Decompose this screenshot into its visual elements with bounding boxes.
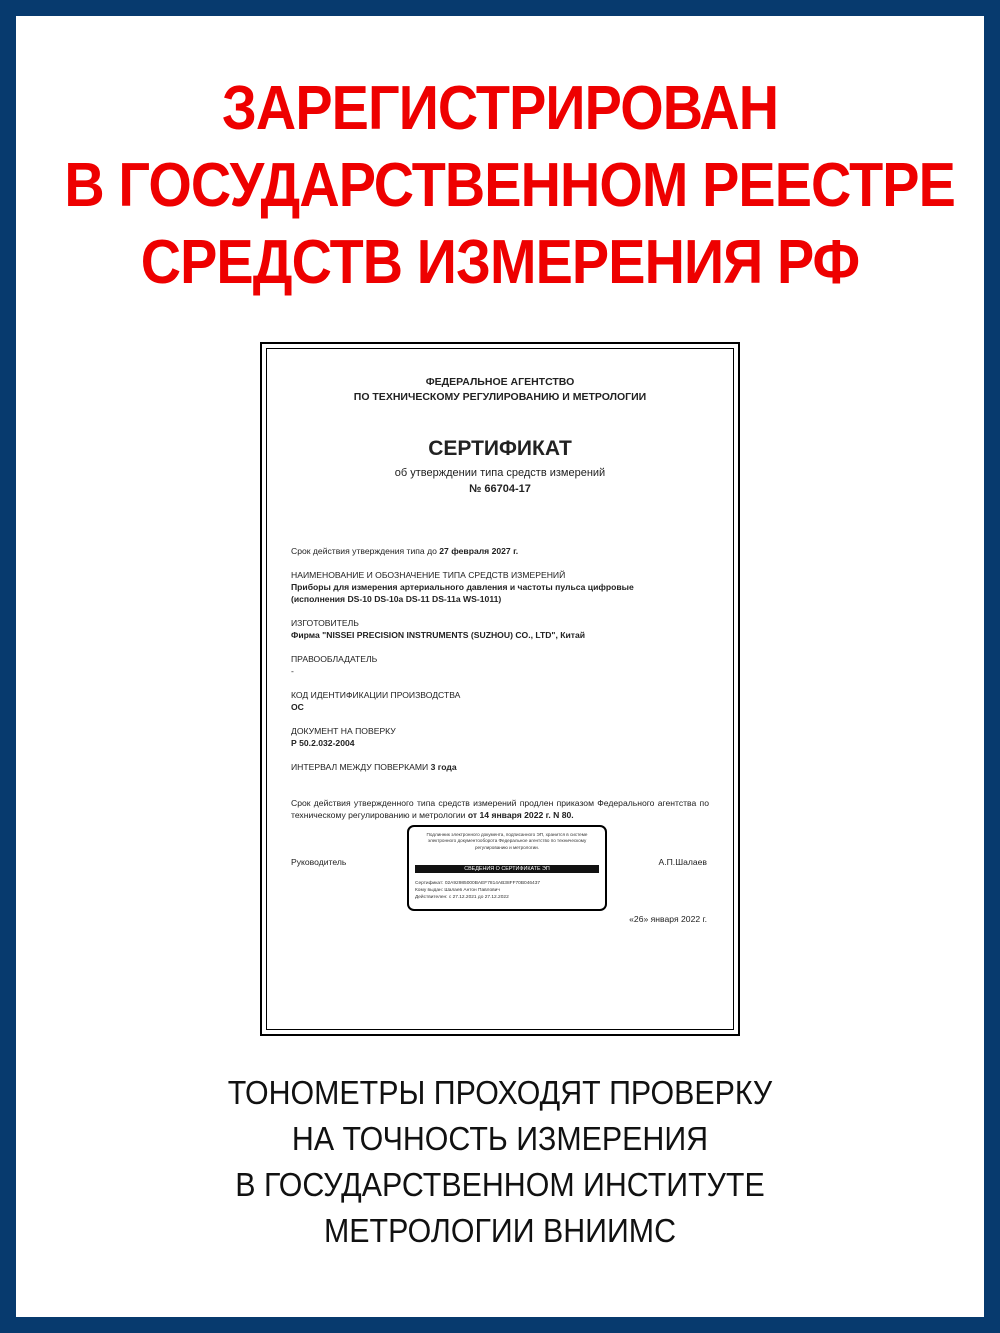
type-name-value-2: (исполнения DS-10 DS-10a DS-11 DS-11a WS-1011)	[291, 594, 502, 604]
bottom-line-2: НА ТОЧНОСТЬ ИЗМЕРЕНИЯ	[291, 1120, 709, 1157]
bottom-line-4: МЕТРОЛОГИИ ВНИИМС	[323, 1212, 677, 1249]
rights-holder-label: ПРАВООБЛАДАТЕЛЬ	[291, 654, 378, 664]
extension-paragraph	[291, 797, 709, 821]
production-code-label: КОД ИДЕНТИФИКАЦИИ ПРОИЗВОДСТВА	[291, 690, 461, 700]
head-name: А.П.Шалаев	[658, 857, 707, 867]
validity-prefix: Срок действия утверждения типа до	[291, 546, 437, 556]
rights-holder-value: -	[291, 666, 294, 676]
e-signature-stamp	[407, 825, 607, 911]
agency-line-1: ФЕДЕРАЛЬНОЕ АГЕНТСТВО	[425, 376, 575, 388]
certificate-title: СЕРТИФИКАТ	[428, 437, 572, 460]
bottom-line-1: ТОНОМЕТРЫ ПРОХОДЯТ ПРОВЕРКУ	[227, 1074, 773, 1111]
verification-interval-field	[291, 761, 709, 773]
verification-doc-value: Р 50.2.032-2004	[291, 738, 355, 748]
verification-doc-field	[291, 725, 709, 749]
validity-line	[291, 545, 709, 557]
manufacturer-field	[291, 617, 709, 641]
agency-name	[267, 375, 733, 405]
type-name-value-1: Приборы для измерения артериального давления и частоты пульса цифровые	[291, 582, 634, 592]
signature-note: Подлинник электронного документа, подписанного ЭП, хранится в системе электронного документооборота Федеральное агентство по техническому регулированию и метрологии.	[426, 832, 588, 850]
manufacturer-value: Фирма "NISSEI PRECISION INSTRUMENTS (SUZHOU) CO., LTD", Китай	[291, 630, 586, 640]
certificate-number: № 66704-17	[469, 483, 531, 495]
headline-line-3: СРЕДСТВ ИЗМЕРЕНИЯ РФ	[140, 228, 860, 297]
bottom-text	[55, 1070, 946, 1254]
signature-bar: СВЕДЕНИЯ О СЕРТИФИКАТЕ ЭП	[415, 865, 599, 873]
extension-order: от 14 января 2022 г. N 80.	[467, 810, 574, 820]
extension-text: Срок действия утвержденного типа средств измерений продлен приказом Федерального агентства по техническому регулированию и метрологии	[291, 798, 709, 820]
type-name-field	[291, 569, 709, 605]
certificate-inner-border	[266, 348, 734, 1030]
interval-label: ИНТЕРВАЛ МЕЖДУ ПОВЕРКАМИ	[291, 762, 429, 772]
agency-line-2: ПО ТЕХНИЧЕСКОМУ РЕГУЛИРОВАНИЮ И МЕТРОЛОГИИ	[353, 391, 647, 403]
interval-value: 3 года	[430, 762, 457, 772]
headline	[64, 70, 955, 301]
head-label: Руководитель	[291, 857, 347, 867]
certificate-document	[260, 342, 740, 1036]
certificate-date: «26» января 2022 г.	[629, 914, 707, 924]
type-name-label: НАИМЕНОВАНИЕ И ОБОЗНАЧЕНИЕ ТИПА СРЕДСТВ ИЗМЕРЕНИЙ	[291, 570, 566, 580]
signature-valid: Действителен: с 27.12.2021 до 27.12.2022	[415, 895, 509, 900]
bottom-line-3: В ГОСУДАРСТВЕННОМ ИНСТИТУТЕ	[235, 1166, 765, 1203]
verification-doc-label: ДОКУМЕНТ НА ПОВЕРКУ	[291, 726, 396, 736]
rights-holder-field	[291, 653, 709, 677]
headline-line-2: В ГОСУДАРСТВЕННОМ РЕЕСТРЕ	[64, 151, 955, 220]
headline-line-1: ЗАРЕГИСТРИРОВАН	[221, 74, 779, 143]
manufacturer-label: ИЗГОТОВИТЕЛЬ	[291, 618, 359, 628]
production-code-value: ОС	[291, 702, 304, 712]
signature-issued-to: Кому выдан: Шалаев Антон Павлович	[415, 888, 500, 893]
validity-date: 27 февраля 2027 г.	[439, 546, 519, 556]
certificate-subtitle: об утверждении типа средств измерений	[394, 467, 606, 479]
production-code-field	[291, 689, 709, 713]
signature-certificate: Сертификат: 02A92985000BAEF7814AB38FF70B046437	[415, 881, 541, 886]
